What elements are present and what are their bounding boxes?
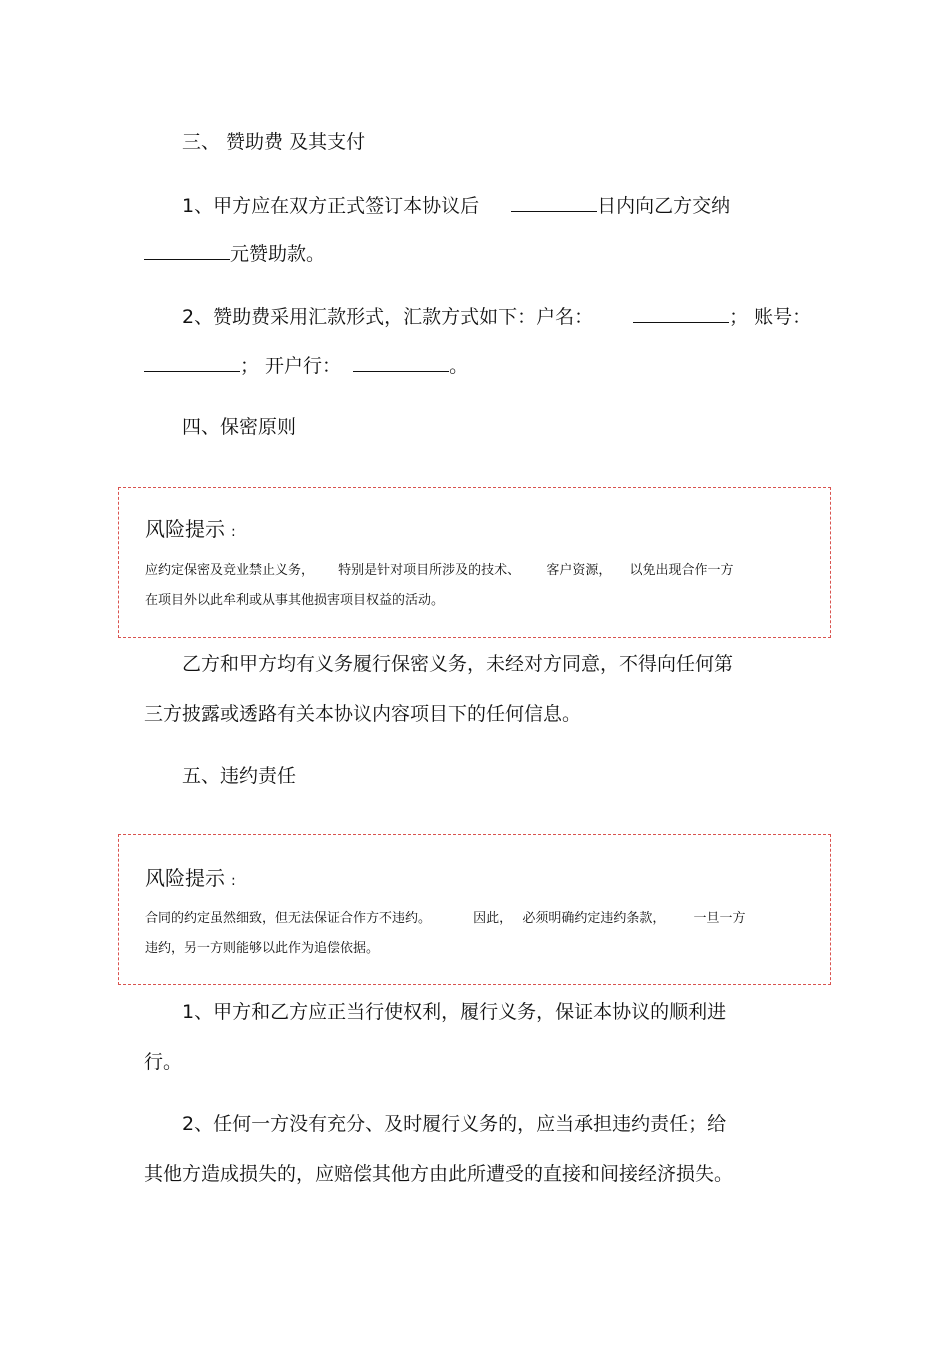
item2-text-c: ； 开户行： [240, 355, 342, 377]
section5-item1-line2: 行。 [144, 1051, 183, 1073]
section3-item2-line2 [144, 353, 468, 378]
section3-item1-line1 [182, 193, 730, 218]
risk-text-segment: 以免出现合作一方 [629, 563, 734, 578]
section5-heading: 五、违约责任 [182, 765, 297, 787]
section3-item1-line2 [144, 241, 325, 266]
section5-item2-line1: 2、任何一方没有充分、及时履行义务的，应当承担违约责任；给 [182, 1113, 727, 1135]
item1-text-c: 元赞助款。 [230, 243, 326, 265]
risk-text-segment: 特别是针对项目所涉及的技术、 [338, 563, 521, 578]
item1-text-b: 日内向乙方交纳 [597, 195, 731, 217]
risk-text-line1 [145, 910, 745, 928]
section3-item2-line1 [182, 304, 811, 329]
account-name-blank[interactable] [633, 304, 729, 323]
risk-box-breach [118, 834, 831, 985]
item2-text-a: 2、赞助费采用汇款形式，汇款方式如下：户名： [182, 306, 594, 328]
section4-heading: 四、保密原则 [182, 416, 297, 438]
item2-text-d: 。 [449, 355, 469, 377]
risk-text-segment: 合同的约定虽然细致，但无法保证合作方不违约。 [145, 911, 432, 926]
bank-blank[interactable] [353, 353, 449, 372]
account-number-blank[interactable] [144, 353, 240, 372]
risk-title [145, 862, 236, 891]
amount-blank[interactable] [144, 241, 230, 260]
section4-para-line1: 乙方和甲方均有义务履行保密义务，未经对方同意，不得向任何第 [182, 653, 734, 675]
risk-title-colon: : [231, 873, 236, 889]
risk-title-text: 风险提示 [145, 517, 225, 541]
risk-text-segment: 客户资源， [546, 563, 612, 578]
risk-text-line2: 违约，另一方则能够以此作为追偿依据。 [145, 941, 380, 956]
risk-text-segment: 一旦一方 [693, 911, 746, 926]
section5-item1-line1: 1、甲方和乙方应正当行使权利，履行义务，保证本协议的顺利进 [182, 1001, 727, 1023]
section4-para-line2: 三方披露或透路有关本协议内容项目下的任何信息。 [144, 703, 582, 725]
section3-heading: 三、 赞助费 及其支付 [182, 131, 366, 153]
risk-text-segment: 因此， [473, 911, 513, 926]
item1-text-a: 1、甲方应在双方正式签订本协议后 [182, 195, 480, 217]
section5-item2-line2: 其他方造成损失的，应赔偿其他方由此所遭受的直接和间接经济损失。 [144, 1163, 734, 1185]
risk-box-confidentiality [118, 487, 831, 638]
risk-text-line1 [145, 562, 733, 580]
risk-title [145, 513, 236, 542]
risk-title-text: 风险提示 [145, 866, 225, 890]
risk-title-colon: : [231, 524, 236, 540]
risk-text-segment: 应约定保密及竞业禁止义务， [145, 563, 315, 578]
risk-text-line2: 在项目外以此牟利或从事其他损害项目权益的活动。 [145, 593, 445, 608]
item2-text-b: ； 账号： [729, 306, 812, 328]
risk-text-segment: 必须明确约定违约条款， [522, 911, 666, 926]
days-blank[interactable] [511, 193, 597, 212]
